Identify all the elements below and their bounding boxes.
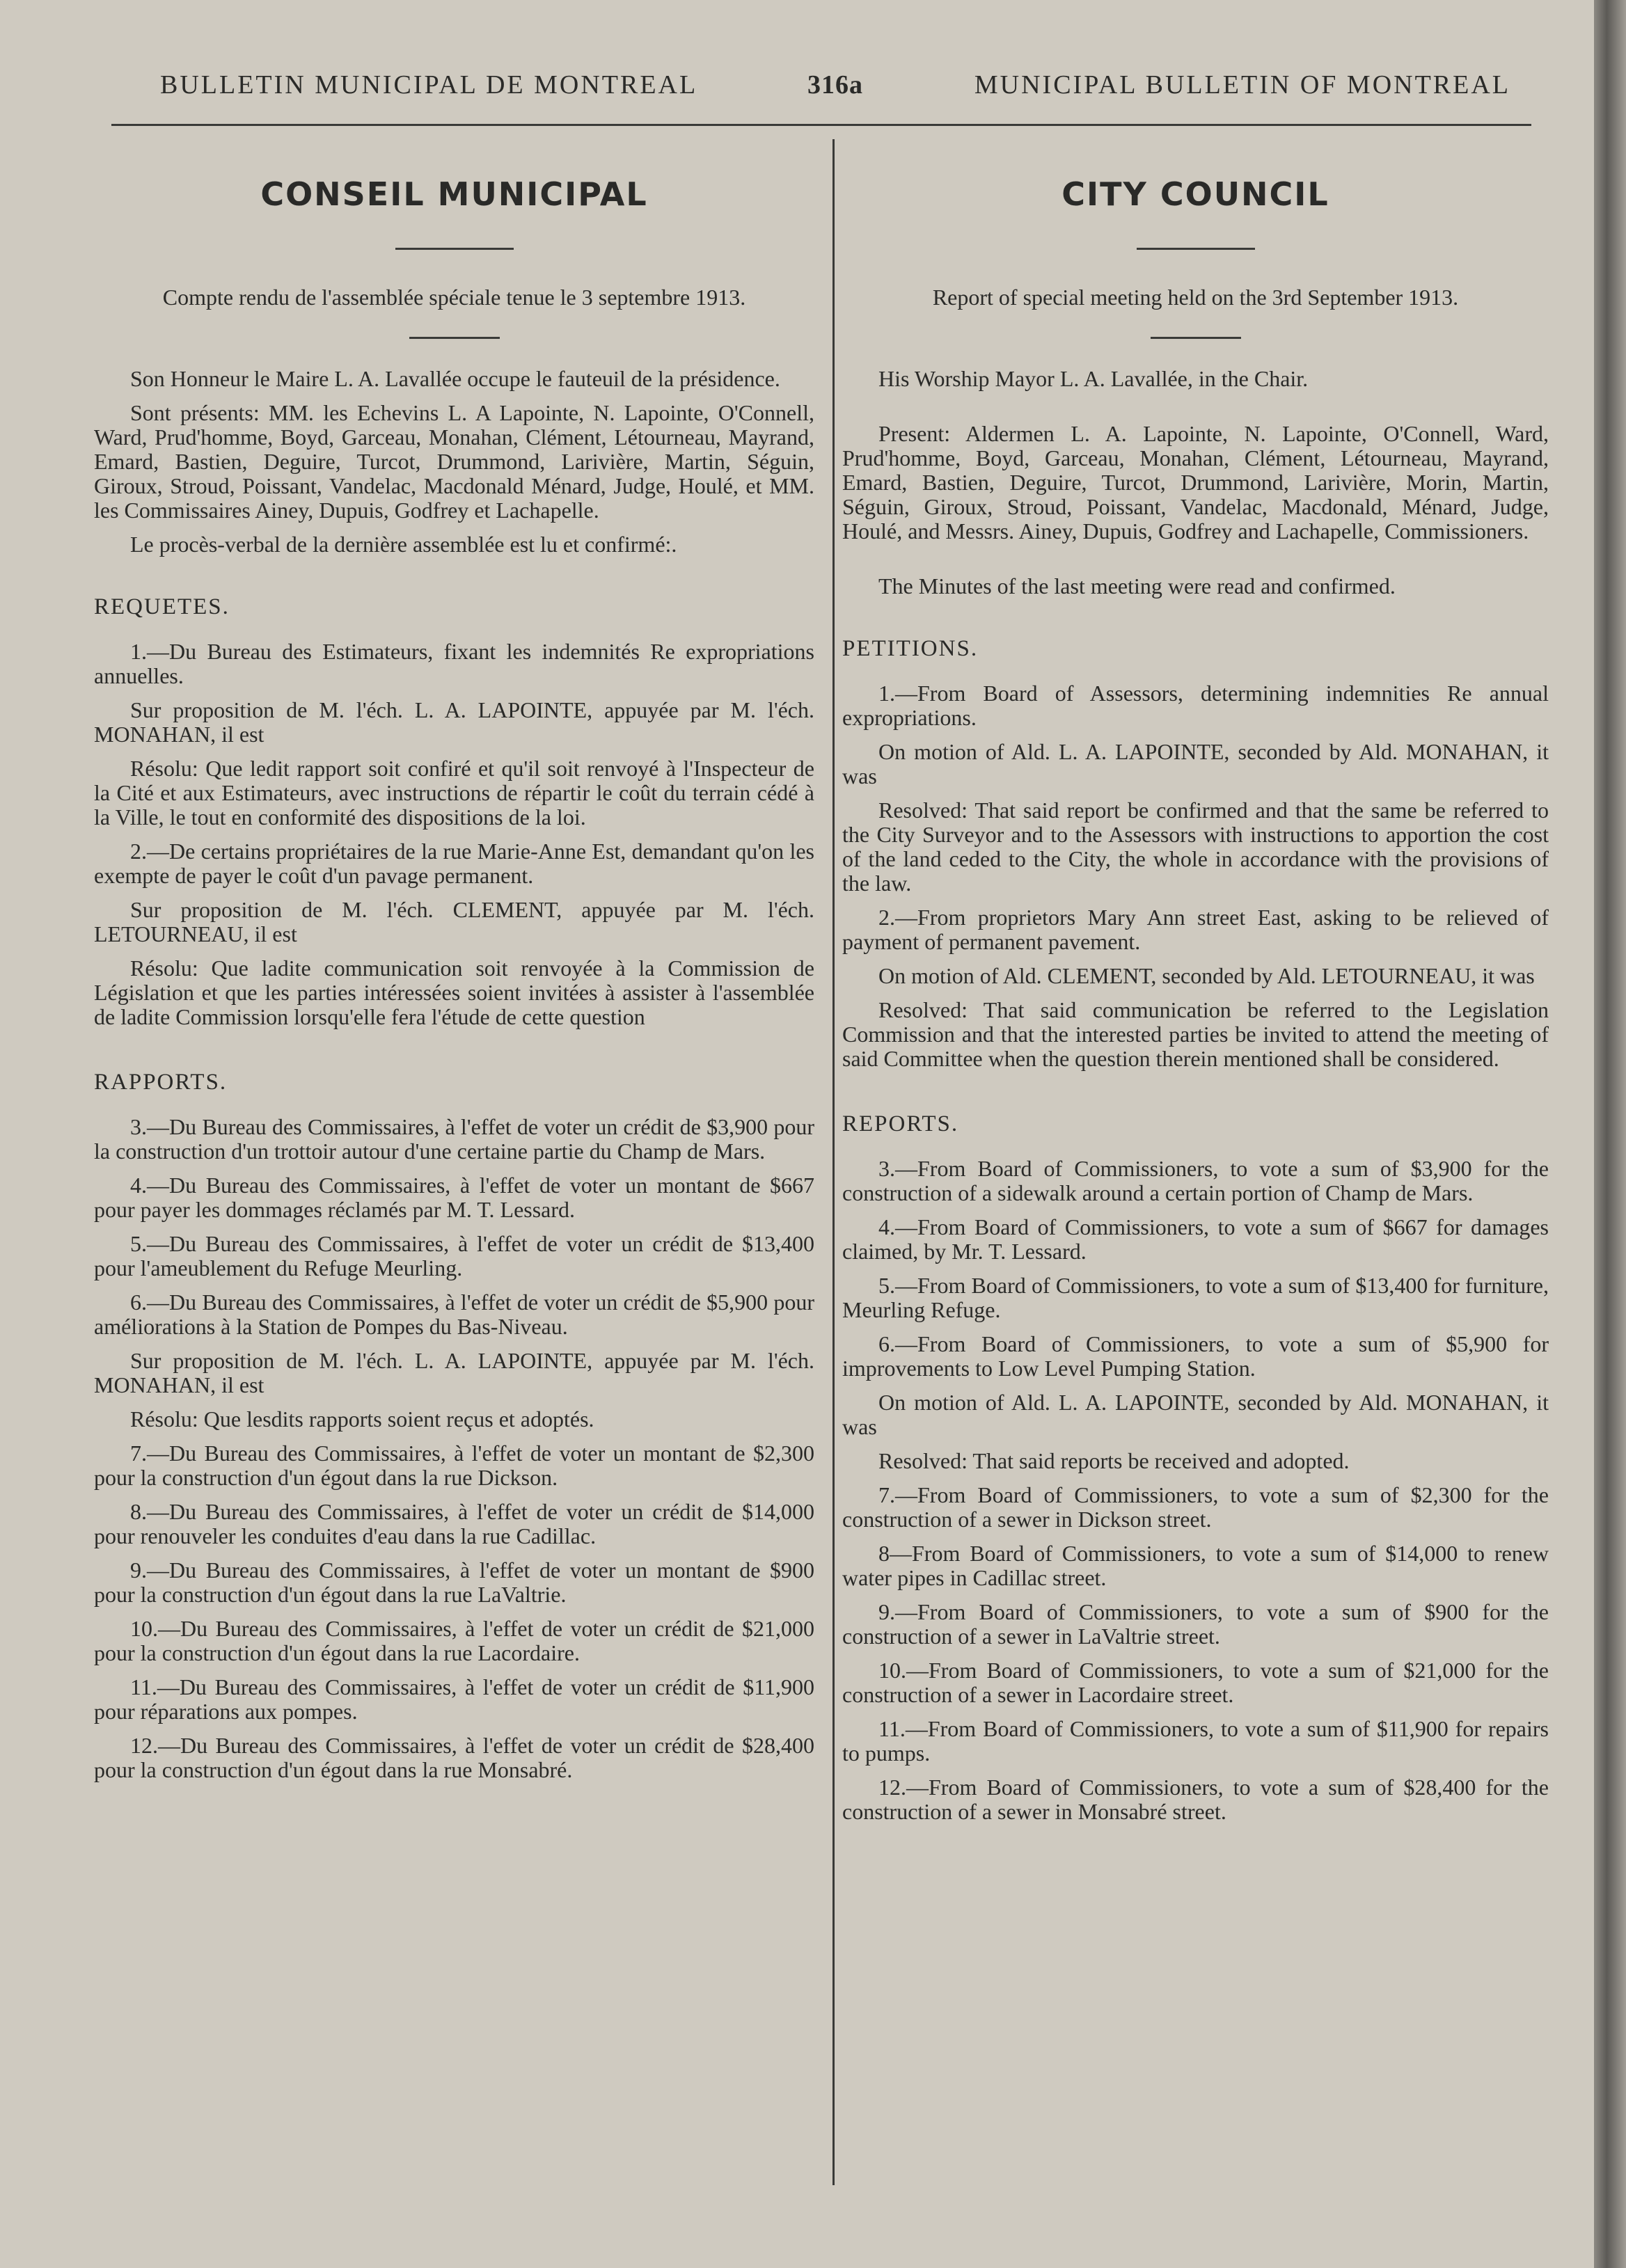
paragraph: 12.—Du Bureau des Commissaires, à l'effet de voter un crédit de $28,400 pour la construction d'un égout dans la rue Monsabré. — [94, 1733, 814, 1782]
paragraph: 3.—From Board of Commissioners, to vote a sum of $3,900 for the construction of a sidewalk around a certain portion of Champ de Mars. — [842, 1156, 1549, 1205]
section-heading-reports: REPORTS. — [842, 1111, 959, 1136]
paragraph: Sur proposition de M. l'éch. CLEMENT, appuyée par M. l'éch. LETOURNEAU, il est — [94, 897, 814, 946]
column-divider — [832, 139, 835, 2185]
paragraph: 9.—Du Bureau des Commissaires, à l'effet de voter un montant de $900 pour la construction d'un égout dans la rue LaValtrie. — [94, 1557, 814, 1607]
paragraph: On motion of Ald. CLEMENT, seconded by Ald. LETOURNEAU, it was — [878, 963, 1535, 988]
section-heading-rapports: RAPPORTS. — [94, 1070, 228, 1095]
paragraph: 1.—Du Bureau des Estimateurs, fixant les indemnités Re expropriations annuelles. — [94, 639, 814, 688]
paragraph: Sur proposition de M. l'éch. L. A. LAPOINTE, appuyée par M. l'éch. MONAHAN, il est — [94, 1348, 814, 1397]
paragraph: 5.—From Board of Commissioners, to vote a sum of $13,400 for furniture, Meurling Refuge. — [842, 1273, 1549, 1322]
paragraph: 10.—Du Bureau des Commissaires, à l'effet de voter un crédit de $21,000 pour la construction d'un égout dans la rue Lacordaire. — [94, 1616, 814, 1665]
paragraph: His Worship Mayor L. A. Lavallée, in the Chair. — [878, 366, 1309, 391]
intro-rule — [409, 337, 500, 339]
header-english-title: MUNICIPAL BULLETIN OF MONTREAL — [974, 70, 1510, 100]
paragraph: 6.—From Board of Commissioners, to vote a sum of $5,900 for improvements to Low Level Pumping Station. — [842, 1331, 1549, 1381]
paragraph: Son Honneur le Maire L. A. Lavallée occupe le fauteuil de la présidence. — [130, 366, 780, 391]
paragraph: 11.—Du Bureau des Commissaires, à l'effet de voter un crédit de $11,900 pour réparations aux pompes. — [94, 1674, 814, 1724]
french-column — [94, 167, 814, 1792]
intro-rule — [1151, 337, 1241, 339]
paragraph: 4.—Du Bureau des Commissaires, à l'effet de voter un montant de $667 pour payer les dommages réclamés par M. T. Lessard. — [94, 1173, 814, 1222]
paragraph: Résolu: Que ladite communication soit renvoyée à la Commission de Législation et que les parties intéressées soient invitées à assister à l'assemblée de ladite Commission lorsqu'elle fera l'étude de cette question — [94, 955, 814, 1029]
paragraph: 5.—Du Bureau des Commissaires, à l'effet de voter un crédit de $13,400 pour l'ameublement du Refuge Meurling. — [94, 1231, 814, 1280]
paragraph: Le procès-verbal de la dernière assemblée est lu et confirmé:. — [130, 532, 677, 557]
paragraph: Sur proposition de M. l'éch. L. A. LAPOINTE, appuyée par M. l'éch. MONAHAN, il est — [94, 697, 814, 747]
paragraph: 2.—De certains propriétaires de la rue Marie-Anne Est, demandant qu'on les exempte de payer le coût d'un pavage permanent. — [94, 839, 814, 888]
paragraph: 8—From Board of Commissioners, to vote a sum of $14,000 to renew water pipes in Cadillac street. — [842, 1541, 1549, 1590]
paragraph: Résolu: Que lesdits rapports soient reçus et adoptés. — [130, 1406, 594, 1432]
section-heading-requetes: REQUETES. — [94, 594, 230, 619]
paragraph: Present: Aldermen L. A. Lapointe, N. Lapointe, O'Connell, Ward, Prud'homme, Boyd, Garceau, Monahan, Clément, Létourneau, Mayrand, Emard, Bastien, Deguire, Turcot, Drummond, Larivière, Morin, Martin, Séguin, Giroux, Stroud, Poissant, Vandelac, Macdonald, Ménard, Judge, Houlé, and Messrs. Ainey, Dupuis, Godfrey and Lachapelle, Commissioners. — [842, 421, 1549, 544]
english-title: CITY COUNCIL — [1061, 175, 1329, 213]
paragraph: 8.—Du Bureau des Commissaires, à l'effet de voter un crédit de $14,000 pour renouveler les conduites d'eau dans la rue Cadillac. — [94, 1499, 814, 1548]
paragraph: Sont présents: MM. les Echevins L. A Lapointe, N. Lapointe, O'Connell, Ward, Prud'homme, Boyd, Garceau, Monahan, Clément, Létourneau, Mayrand, Emard, Bastien, Deguire, Turcot, Drummond, Larivière, Martin, Séguin, Giroux, Stroud, Poissant, Vandelac, Macdonald Ménard, Judge, Houlé, et MM. les Commissaires Ainey, Dupuis, Godfrey et Lachapelle. — [94, 400, 814, 523]
header-french-title: BULLETIN MUNICIPAL DE MONTREAL — [160, 70, 698, 100]
page-binding-edge — [1594, 0, 1626, 2268]
paragraph: 7.—From Board of Commissioners, to vote a sum of $2,300 for the construction of a sewer in Dickson street. — [842, 1482, 1549, 1532]
paragraph: Resolved: That said reports be received and adopted. — [878, 1448, 1350, 1473]
paragraph: Resolved: That said communication be referred to the Legislation Commission and that the interested parties be invited to attend the meeting of said Committee when the question therein mentioned shall be considered. — [842, 997, 1549, 1071]
paragraph: On motion of Ald. L. A. LAPOINTE, seconded by Ald. MONAHAN, it was — [842, 1390, 1549, 1439]
paragraph: 3.—Du Bureau des Commissaires, à l'effet de voter un crédit de $3,900 pour la construction d'un trottoir autour d'une certaine partie du Champ de Mars. — [94, 1114, 814, 1164]
french-title: CONSEIL MUNICIPAL — [260, 175, 648, 213]
paragraph: 9.—From Board of Commissioners, to vote a sum of $900 for the construction of a sewer in LaValtrie street. — [842, 1599, 1549, 1649]
paragraph: 7.—Du Bureau des Commissaires, à l'effet de voter un montant de $2,300 pour la construction d'un égout dans la rue Dickson. — [94, 1441, 814, 1490]
paragraph: On motion of Ald. L. A. LAPOINTE, seconded by Ald. MONAHAN, it was — [842, 739, 1549, 788]
paragraph: 12.—From Board of Commissioners, to vote a sum of $28,400 for the construction of a sewer in Monsabré street. — [842, 1775, 1549, 1824]
paragraph: Resolved: That said report be confirmed and that the same be referred to the City Surveyor and to the Assessors with instructions to apportion the cost of the land ceded to the City, the whole in accordance with the provisions of the law. — [842, 798, 1549, 896]
paragraph: 10.—From Board of Commissioners, to vote a sum of $21,000 for the construction of a sewer in Lacordaire street. — [842, 1658, 1549, 1707]
paragraph: 2.—From proprietors Mary Ann street East, asking to be relieved of payment of permanent pavement. — [842, 905, 1549, 954]
title-rule — [395, 248, 514, 250]
english-intro: Report of special meeting held on the 3rd September 1913. — [932, 285, 1459, 310]
french-intro: Compte rendu de l'assemblée spéciale tenue le 3 septembre 1913. — [162, 285, 746, 310]
title-rule — [1137, 248, 1255, 250]
paragraph: 6.—Du Bureau des Commissaires, à l'effet de voter un crédit de $5,900 pour améliorations à la Station de Pompes du Bas-Niveau. — [94, 1290, 814, 1339]
section-heading-petitions: PETITIONS. — [842, 636, 979, 661]
header-rule — [111, 124, 1531, 126]
paragraph: 11.—From Board of Commissioners, to vote a sum of $11,900 for repairs to pumps. — [842, 1716, 1549, 1766]
english-column — [842, 167, 1549, 1834]
paragraph: The Minutes of the last meeting were read and confirmed. — [878, 573, 1396, 598]
paragraph: 4.—From Board of Commissioners, to vote a sum of $667 for damages claimed, by Mr. T. Lessard. — [842, 1214, 1549, 1264]
paragraph: 1.—From Board of Assessors, determining indemnities Re annual expropriations. — [842, 681, 1549, 730]
paragraph: Résolu: Que ledit rapport soit confiré et qu'il soit renvoyé à l'Inspecteur de la Cité et aux Estimateurs, avec instructions de répartir le coût du terrain cédé à la Ville, le tout en conformité des dispositions de la loi. — [94, 756, 814, 830]
page-number: 316a — [807, 70, 863, 100]
running-header — [111, 70, 1510, 118]
